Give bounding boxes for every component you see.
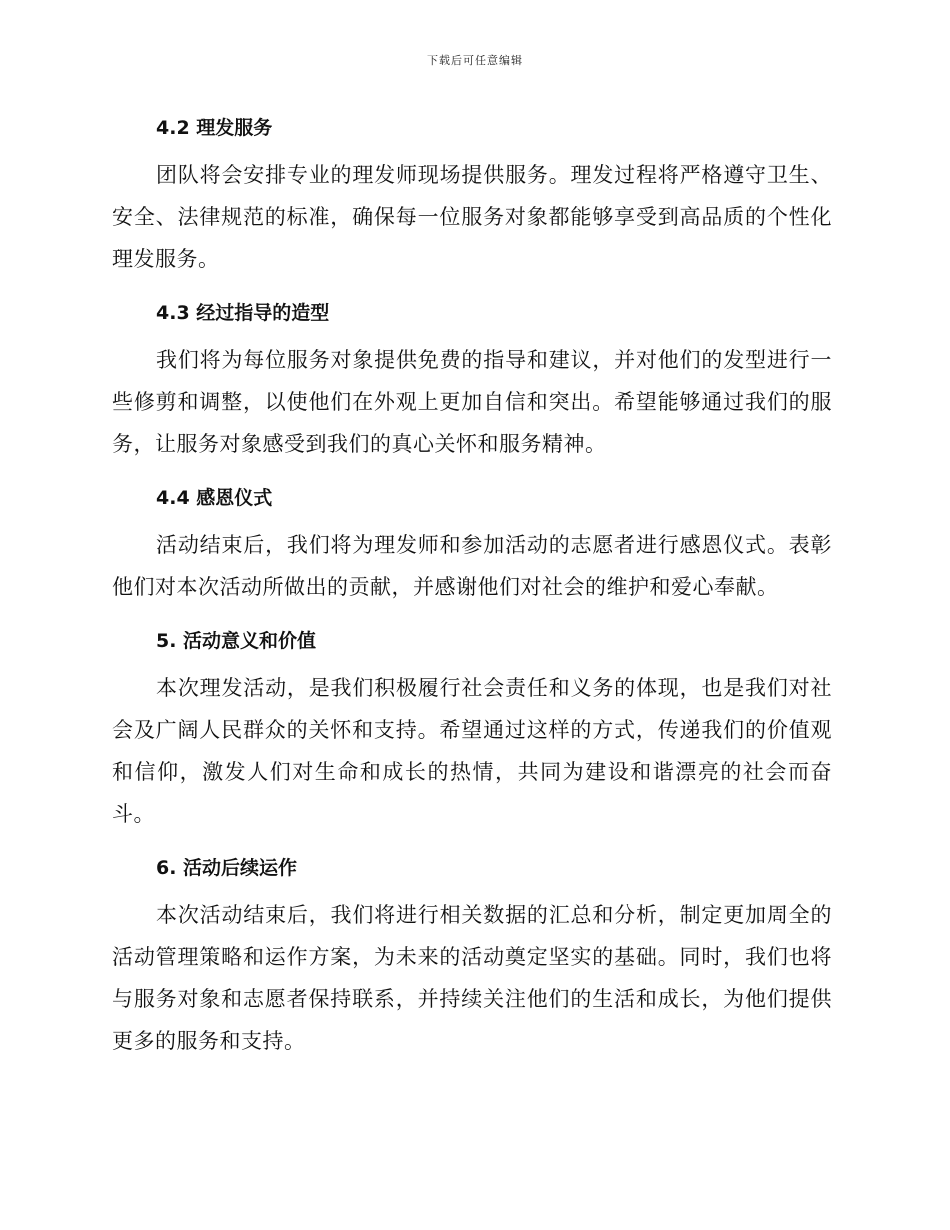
- document-body: [112, 108, 832, 1075]
- section-paragraph: 我们将为每位服务对象提供免费的指导和建议，并对他们的发型进行一些修剪和调整，以使他们在外观上更加自信和突出。希望能够通过我们的服务，让服务对象感受到我们的真心关怀和服务精神。: [112, 348, 832, 456]
- section-4-4: [112, 478, 832, 608]
- section-4-3: [112, 293, 832, 465]
- section-paragraph: 本次活动结束后，我们将进行相关数据的汇总和分析，制定更加周全的活动管理策略和运作方案，为未来的活动奠定坚实的基础。同时，我们也将与服务对象和志愿者保持联系，并持续关注他们的生活和成长，为他们提供更多的服务和支持。: [112, 903, 832, 1053]
- section-heading: 4.3 经过指导的造型: [156, 302, 330, 324]
- section-6: [112, 848, 832, 1062]
- section-paragraph: 团队将会安排专业的理发师现场提供服务。理发过程将严格遵守卫生、安全、法律规范的标准，确保每一位服务对象都能够享受到高品质的个性化理发服务。: [112, 163, 832, 271]
- page-header: 下载后可任意编辑: [427, 54, 523, 67]
- section-paragraph: 活动结束后，我们将为理发师和参加活动的志愿者进行感恩仪式。表彰他们对本次活动所做出的贡献，并感谢他们对社会的维护和爱心奉献。: [112, 533, 832, 599]
- section-heading: 5. 活动意义和价值: [156, 630, 317, 652]
- section-heading: 4.2 理发服务: [156, 117, 273, 139]
- section-5: [112, 621, 832, 835]
- section-heading: 4.4 感恩仪式: [156, 487, 273, 509]
- section-4-2: [112, 108, 832, 280]
- section-heading: 6. 活动后续运作: [156, 857, 298, 879]
- section-paragraph: 本次理发活动，是我们积极履行社会责任和义务的体现，也是我们对社会及广阔人民群众的关怀和支持。希望通过这样的方式，传递我们的价值观和信仰，激发人们对生命和成长的热情，共同为建设和谐漂亮的社会而奋斗。: [112, 676, 832, 826]
